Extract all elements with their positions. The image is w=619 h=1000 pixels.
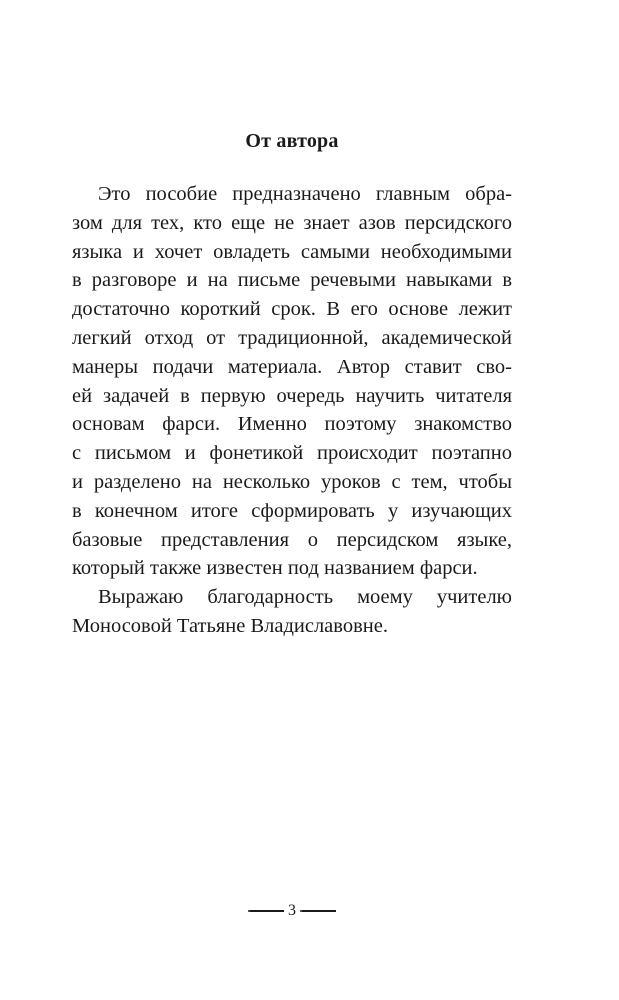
text-line: Моносовой Татьяне Владиславовне. [72,614,388,637]
text-line: базовые представления о персидском языке, [72,528,512,551]
paragraph-intro [72,180,512,583]
text-line: ей задачей в первую очередь научить читателя [72,384,512,407]
text-line: зом для тех, кто еще не знает азов персидского [72,211,512,234]
text-line: Выражаю благодарность моему учителю [98,586,512,608]
text-line: Это пособие предназначено главным обра- [98,183,512,205]
text-line: и разделено на несколько уроков с тем, чтобы [72,470,512,493]
text-line: легкий отход от традиционной, академической [72,326,512,349]
footer-rule-left [250,910,284,912]
footer-rule-right [302,910,336,912]
text-line: основам фарси. Именно поэтому знакомство [72,413,512,436]
text-line: языка и хочет овладеть самыми необходимыми [72,240,512,263]
text-line: достаточно короткий срок. В его основе лежит [72,298,512,321]
text-line: в разговоре и на письме речевыми навыками в [72,269,512,292]
page-number: 3 [288,902,296,919]
paragraph-acknowledgement [72,583,512,641]
page-title: От автора [245,130,339,152]
text-line: с письмом и фонетикой происходит поэтапно [72,442,512,465]
text-line: в конечном итоге сформировать у изучающих [72,499,512,522]
text-line: который также известен под названием фарси. [72,557,478,580]
page-footer [0,899,584,923]
text-line: манеры подачи материала. Автор ставит сво- [72,355,512,378]
